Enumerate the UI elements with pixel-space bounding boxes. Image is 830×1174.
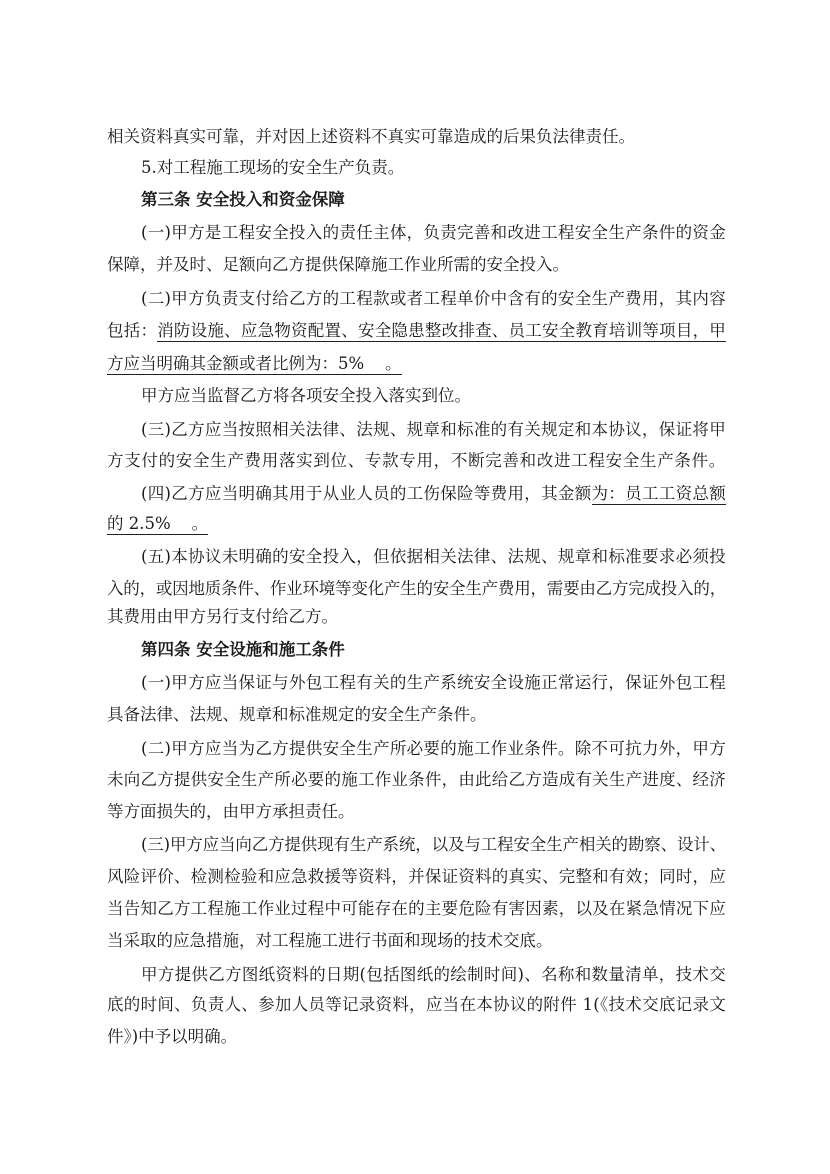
text-line (141, 964, 726, 988)
text-line (141, 546, 726, 570)
text-line-content (107, 1026, 237, 1048)
text-line-content (107, 320, 726, 342)
text-segment: 其费用由甲方另行支付给乙方。 (107, 607, 338, 626)
text-line-content (107, 769, 726, 791)
text-line-content (141, 189, 345, 211)
text-segment: 保障，并及时、足额向乙方提供保障施工作业所需的安全投入。 (107, 255, 569, 274)
text-line-content (141, 639, 345, 661)
text-line-content (141, 738, 726, 760)
text-line-content (107, 898, 726, 920)
underlined-fill-text: 的 2.5% 。 (107, 514, 209, 533)
text-segment: (三)甲方应当向乙方提供现有生产系统，以及与工程安全生产相关的勘察、设计、 (141, 835, 727, 854)
text-line (107, 898, 726, 922)
text-line-content (141, 483, 726, 505)
text-segment: (二)甲方负责支付给乙方的工程款或者工程单价中含有的安全生产费用，其内容 (141, 289, 726, 308)
text-line-content (141, 157, 404, 179)
text-segment: 5.对工程施工现场的安全生产负责。 (141, 158, 405, 177)
text-line (141, 419, 726, 443)
text-line-content (107, 578, 726, 600)
text-line (107, 513, 726, 537)
text-line (107, 450, 726, 474)
text-line (141, 385, 726, 409)
text-line (107, 126, 726, 150)
text-segment: 甲方提供乙方图纸资料的日期(包括图纸的绘制时间)、名称和数量清单，技术交 (141, 965, 726, 984)
text-segment: (一)甲方是工程安全投入的责任主体，负责完善和改进工程安全生产条件的资金 (141, 223, 726, 242)
text-line-content (141, 419, 726, 441)
text-line-content (141, 288, 726, 310)
text-line (107, 578, 726, 602)
text-line-content (141, 834, 726, 856)
text-segment: (四)乙方应当明确其用于从业人员的工伤保险等费用，其金额 (141, 484, 592, 503)
text-line-content (141, 385, 471, 407)
text-line (141, 738, 726, 762)
text-line (107, 769, 726, 793)
text-line-content (107, 801, 355, 823)
text-line-content (107, 513, 208, 535)
text-line-content (107, 126, 635, 148)
text-segment: 当采取的应急措施，对工程施工进行书面和现场的技术交底。 (107, 931, 553, 950)
text-line-content (107, 450, 726, 472)
text-segment: 风险评价、检测检验和应急救援等资料，并保证资料的真实、完整和有效；同时，应 (107, 867, 727, 886)
text-line-content (141, 222, 726, 244)
text-line-content (107, 994, 726, 1016)
text-segment: 第三条 安全投入和资金保障 (141, 190, 345, 209)
text-line (107, 994, 726, 1018)
text-segment: 第四条 安全设施和施工条件 (141, 640, 345, 659)
text-line (141, 483, 726, 507)
text-segment: 未向乙方提供安全生产所必要的施工作业条件，由此给乙方造成有关生产进度、经济 (107, 770, 727, 789)
text-segment: (一)甲方应当保证与外包工程有关的生产系统安全设施正常运行，保证外包工程 (141, 673, 726, 692)
section-heading (141, 639, 726, 663)
text-line-content (107, 254, 569, 276)
underlined-fill-text: 为：员工工资总额 (591, 484, 727, 503)
text-line-content (107, 866, 726, 888)
section-heading (141, 189, 726, 213)
text-line (107, 704, 726, 728)
text-line (141, 672, 726, 696)
text-line (141, 288, 726, 312)
text-segment: 具备法律、法规、规章和标准规定的安全生产条件。 (107, 705, 487, 724)
text-line-content (141, 964, 726, 986)
text-segment: 相关资料真实可靠，并对因上述资料不真实可靠造成的后果负法律责任。 (107, 127, 635, 146)
text-line-content (107, 353, 402, 375)
text-line (107, 320, 726, 344)
text-segment: (五)本协议未明确的安全投入，但依据相关法律、法规、规章和标准要求必须投 (141, 547, 726, 566)
text-line-content (107, 930, 553, 952)
text-line (107, 1026, 726, 1050)
text-line (107, 353, 726, 377)
text-line-content (107, 606, 338, 628)
text-line-content (107, 704, 487, 726)
text-line (141, 157, 726, 181)
text-line (141, 222, 726, 246)
text-segment: 方支付的安全生产费用落实到位、专款专用，不断完善和改进工程安全生产条件。 (107, 451, 726, 470)
text-line (141, 834, 726, 858)
text-segment: 底的时间、负责人、参加人员等记录资料，应当在本协议的附件 1(《技术交底记录文 (107, 995, 727, 1014)
text-line (107, 930, 726, 954)
text-line-content (141, 546, 726, 568)
text-segment: 包括： (107, 321, 158, 340)
underlined-fill-text: 方应当明确其金额或者比例为：5% 。 (107, 354, 402, 373)
text-segment: 等方面损失的，由甲方承担责任。 (107, 802, 355, 821)
text-segment: (二)甲方应当为乙方提供安全生产所必要的施工作业条件。除不可抗力外，甲方 (141, 739, 726, 758)
text-segment: (三)乙方应当按照相关法律、法规、规章和标准的有关规定和本协议，保证将甲 (141, 420, 726, 439)
text-segment: 当告知乙方工程施工作业过程中可能存在的主要危险有害因素，以及在紧急情况下应 (107, 899, 727, 918)
text-line (107, 254, 726, 278)
text-segment: 入的，或因地质条件、作业环境等变化产生的安全生产费用，需要由乙方完成投入的， (107, 579, 726, 598)
text-segment: 甲方应当监督乙方将各项安全投入落实到位。 (141, 386, 471, 405)
text-line (107, 866, 726, 890)
text-segment: 件》)中予以明确。 (107, 1027, 238, 1046)
text-line (107, 606, 726, 630)
text-line (107, 801, 726, 825)
underlined-fill-text: 消防设施、应急物资配置、安全隐患整改排查、员工安全教育培训等项目，甲 (157, 321, 727, 340)
text-line-content (141, 672, 726, 694)
